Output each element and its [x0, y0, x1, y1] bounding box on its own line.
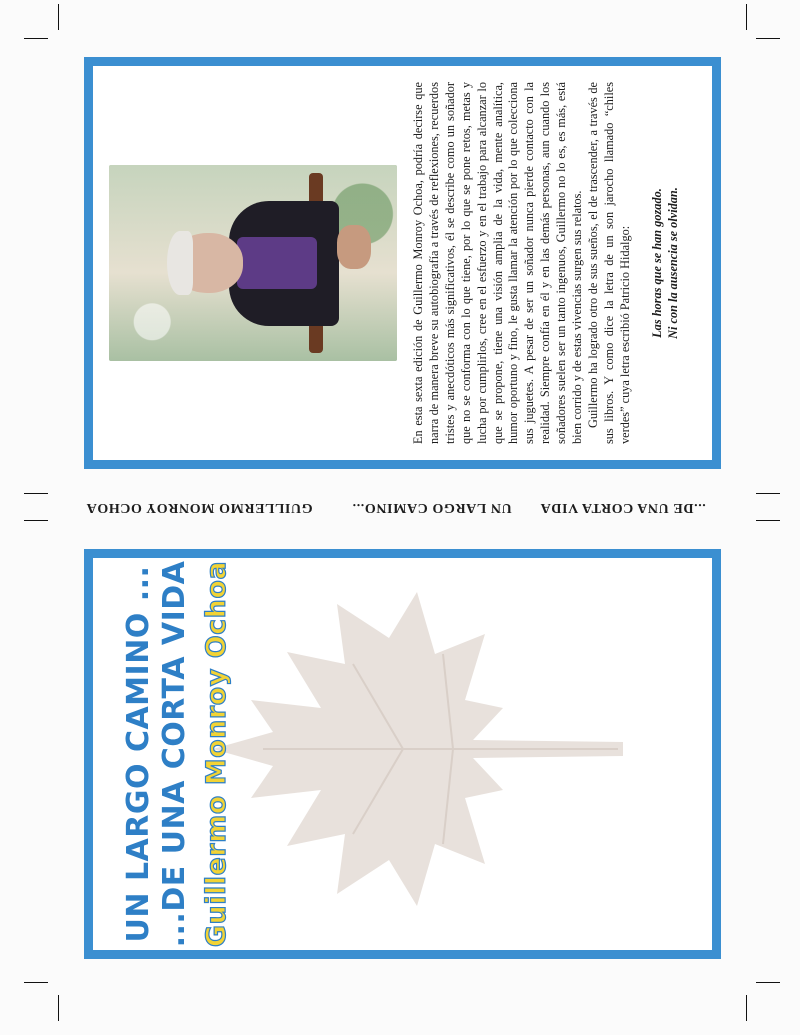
back-cover-content [93, 66, 712, 460]
spine-title-part2: ...DE UNA CORTA VIDA [540, 500, 706, 515]
front-cover-content [93, 558, 712, 950]
crop-mark [746, 995, 747, 1021]
crop-mark [58, 995, 59, 1021]
quote [650, 82, 682, 444]
book-title [121, 558, 193, 950]
spine-author: GUILLERMO MONROY OCHOA [86, 500, 313, 515]
author-name: Guillermo Monroy Ochoa [201, 560, 232, 948]
book-title-line-1: UN LARGO CAMINO ... [121, 565, 156, 943]
crop-mark [756, 38, 780, 39]
spine-title-part1: UN LARGO CAMINO... [352, 500, 512, 515]
crop-mark [24, 982, 48, 983]
synopsis [411, 82, 634, 444]
author-photo [109, 165, 397, 361]
crop-mark [756, 520, 780, 521]
crop-mark [24, 38, 48, 39]
crop-mark [756, 493, 780, 494]
front-cover [84, 549, 721, 959]
crop-mark [58, 4, 59, 30]
crop-mark [24, 493, 48, 494]
synopsis-paragraph-2: Guillermo ha logrado otro de sus sueños, el de trascender, a través de sus libros. Y como dice la letra de un son jarocho llamado “chiles verdes” cuya letra escribió Patricio Hidalgo: [585, 82, 632, 444]
synopsis-paragraph-1: En esta sexta edición de Guillermo Monroy Ochoa, podría decirse que narra de manera breve su autobiografía a través de reflexiones, recuerdos tristes y anecdóticos más significativos, él se describe como un soñador que no se conforma con lo que tiene, por lo que se pone retos, metas y lucha por cumplirlos, cree en el esfuerzo y en el trabajo para alcanzar lo que se propone, tiene una visión amplia de la vida, mente analítica, humor oportuno y fino, le gusta llamar la atención por lo que colecciona sus juguetes. A pesar de ser un soñador nunca pierde contacto con la realidad. Siempre confía en él y en las demás personas, aun cuando los soñadores suelen ser un tanto ingenuos, Guillermo no lo es, es más, está bien corrido y de estas vivencias surgen sus relatos. [411, 82, 585, 444]
crop-mark [756, 982, 780, 983]
crop-mark [24, 520, 48, 521]
quote-line-2: Ni con la ausencia se olvidan. [665, 187, 680, 339]
book-title-line-2: ...DE UNA CORTA VIDA [157, 560, 192, 948]
crop-mark [746, 4, 747, 30]
quote-line-1: Las horas que se han gozado. [649, 188, 664, 338]
back-cover [84, 57, 721, 469]
maple-leaf-icon [203, 584, 633, 914]
